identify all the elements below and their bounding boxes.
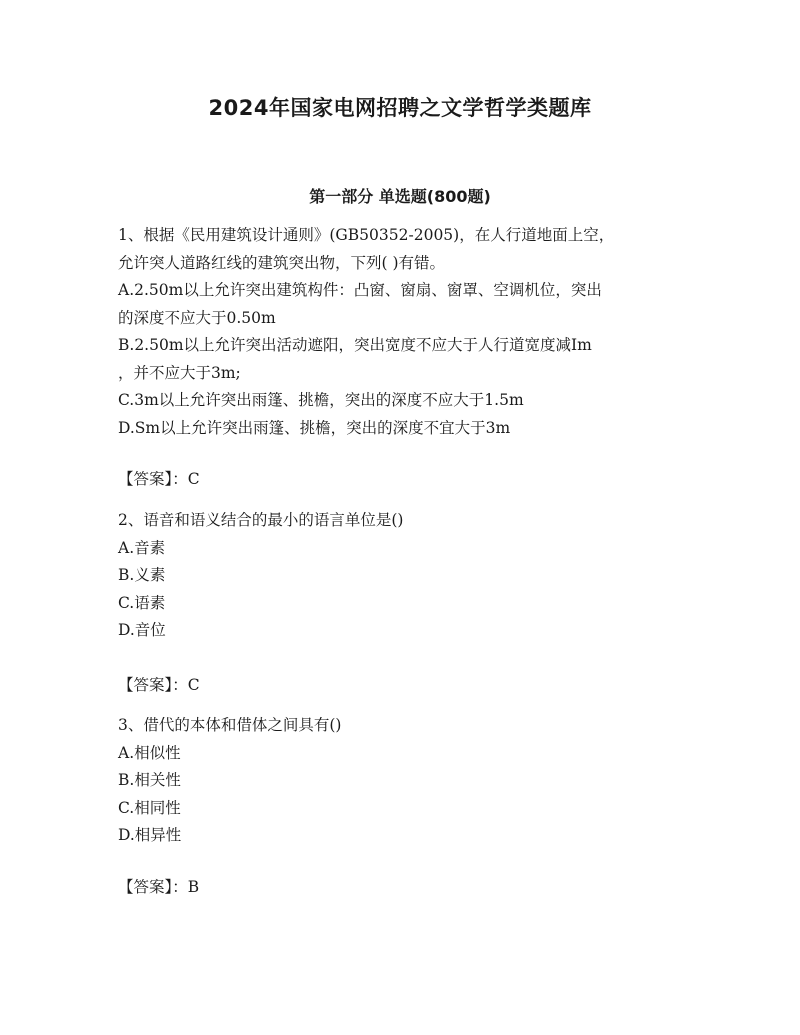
question-1-option-a-line-1: A.2.50m以上允许突出建筑构件：凸窗、窗扇、窗罩、空调机位，突出 — [118, 281, 602, 299]
question-2-option-d: D.音位 — [118, 621, 166, 639]
question-3 — [118, 712, 688, 850]
question-3-option-b: B.相关性 — [118, 771, 181, 789]
question-1-answer: 【答案】：C — [118, 470, 200, 488]
question-1-option-a-line-2: 的深度不应大于0.50m — [118, 308, 276, 327]
question-2 — [118, 507, 688, 645]
question-2-stem: 2、语音和语义结合的最小的语言单位是() — [118, 511, 404, 529]
question-3-option-c: C.相同性 — [118, 798, 181, 817]
question-1-option-d: D.Sm以上允许突出雨篷、挑檐，突出的深度不宜大于3m — [118, 418, 511, 437]
question-1-option-b-line-2: ，并不应大于3m; — [118, 363, 241, 382]
question-1 — [118, 222, 688, 442]
question-2-option-b: B.义素 — [118, 566, 166, 584]
question-1-option-b-line-1: B.2.50m以上允许突出活动遮阳，突出宽度不应大于人行道宽度减Im — [118, 336, 592, 354]
question-1-stem-line-1: 1、根据《民用建筑设计通则》(GB50352-2005)，在人行道地面上空， — [118, 226, 615, 244]
document-title: 2024年国家电网招聘之文学哲学类题库 — [208, 96, 592, 120]
question-3-option-a: A.相似性 — [118, 743, 181, 762]
question-3-stem: 3、借代的本体和借体之间具有() — [118, 716, 342, 734]
question-2-option-a: A.音素 — [118, 538, 166, 557]
question-1-option-c: C.3m以上允许突出雨篷、挑檐，突出的深度不应大于1.5m — [118, 391, 524, 409]
question-1-stem-line-2: 允许突人道路红线的建筑突出物，下列( )有错。 — [118, 253, 446, 272]
question-3-answer: 【答案】：B — [118, 878, 200, 896]
question-2-answer: 【答案】：C — [118, 676, 200, 694]
question-3-option-d: D.相异性 — [118, 826, 182, 844]
question-2-option-c: C.语素 — [118, 593, 166, 612]
section-heading: 第一部分 单选题(800题) — [309, 187, 491, 206]
